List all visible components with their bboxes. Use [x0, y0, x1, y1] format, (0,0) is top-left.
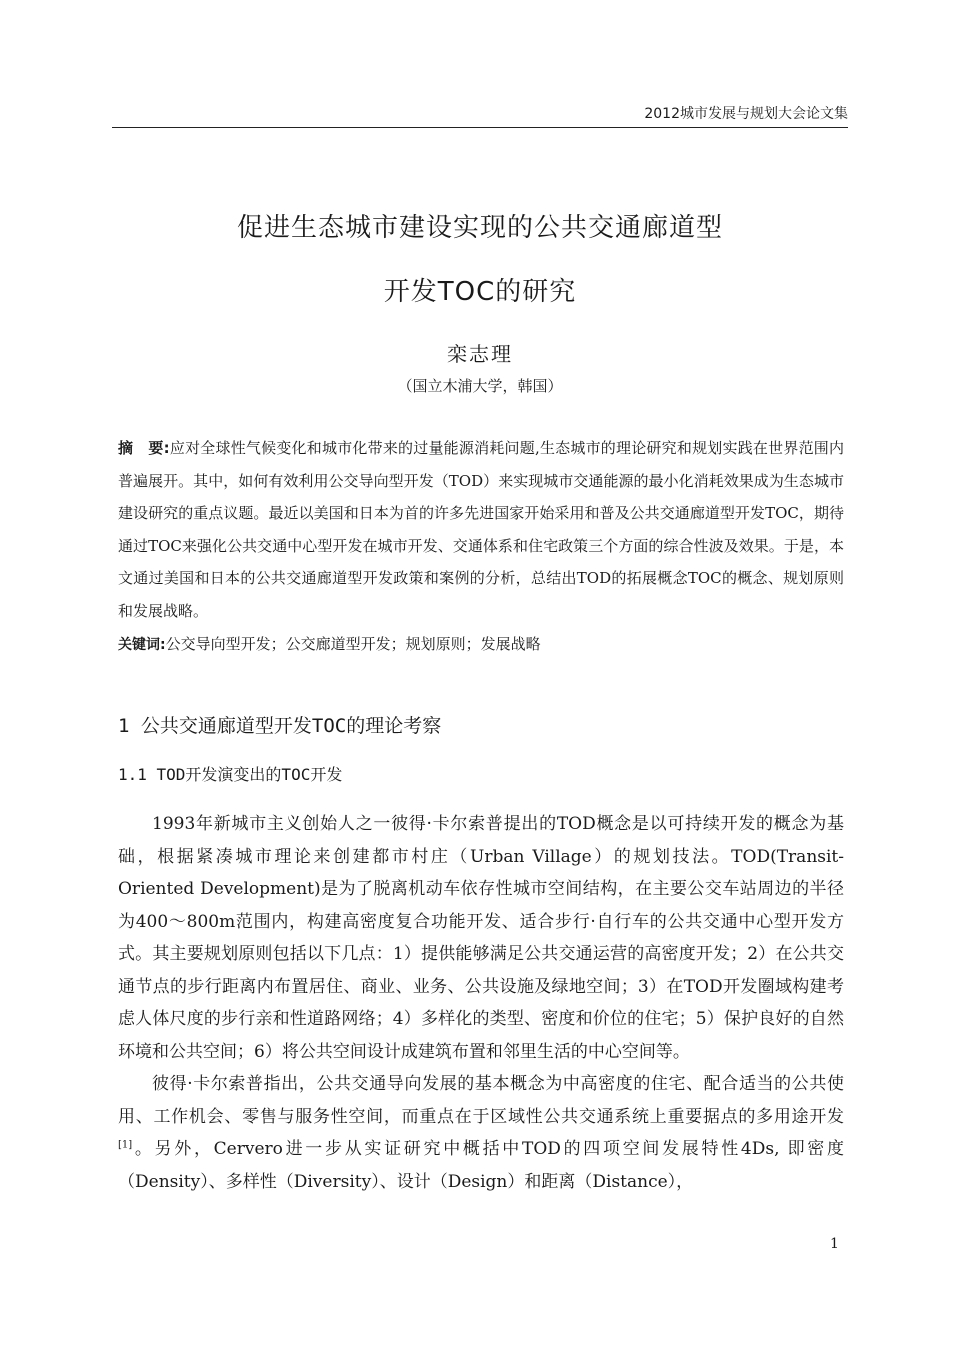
paper-title-line-2: 开发TOC的研究: [383, 277, 577, 307]
citation-ref-1[interactable]: [1]: [118, 1139, 133, 1151]
running-header: 2012城市发展与规划大会论文集: [644, 106, 848, 122]
keywords-label: 关键词:: [118, 637, 166, 653]
section-heading-1: 1 公共交通廊道型开发TOC的理论考察: [118, 715, 442, 737]
abstract: [118, 432, 844, 627]
keywords-text: 公交导向型开发；公交廊道型开发；规划原则；发展战略: [165, 635, 541, 653]
paragraph-2-text-a: 彼得·卡尔索普指出，公共交通导向发展的基本概念为中高密度的住宅、配合适当的公共使用、工作机会、零售与服务性空间，而重点在于区域性公共交通系统上重要据点的多用途开发: [118, 1074, 844, 1127]
keywords: [118, 630, 844, 659]
author-name: 栾志理: [447, 342, 513, 366]
paper-title-line-1: 促进生态城市建设实现的公共交通廊道型: [236, 213, 723, 243]
author-affiliation: （国立木浦大学，韩国）: [397, 377, 563, 395]
abstract-text: 应对全球性气候变化和城市化带来的过量能源消耗问题,生态城市的理论研究和规划实践在世界范围内普遍展开。其中，如何有效利用公交导向型开发（TOD）来实现城市交通能源的最小化消耗效果成为生态城市建设研究的重点议题。最近以美国和日本为首的许多先进国家开始采用和普及公共交通廊道型开发TOC，期待通过TOC来强化公共交通中心型开发在城市开发、交通体系和住宅政策三个方面的综合性波及效果。于是，本文通过美国和日本的公共交通廊道型开发政策和案例的分析，总结出TOD的拓展概念TOC的概念、规划原则和发展战略。: [118, 439, 844, 620]
subsection-heading-1-1: 1.1 TOD开发演变出的TOC开发: [118, 765, 343, 784]
body-paragraph-1: 1993年新城市主义创始人之一彼得·卡尔索普提出的TOD概念是以可持续开发的概念为基础，根据紧凑城市理论来创建都市村庄（Urban Village）的规划技法。TOD(Transit-Oriented Development)是为了脱离机动车依存性城市空间结构，在主要公交车站周边的半径为400～800m范围内，构建高密度复合功能开发、适合步行·自行车的公共交通中心型开发方式。其主要规划原则包括以下几点：1）提供能够满足公共交通运营的高密度开发；2）在公共交通节点的步行距离内布置居住、商业、业务、公共设施及绿地空间；3）在TOD开发圈域构建考虑人体尺度的步行亲和性道路网络；4）多样化的类型、密度和价位的住宅；5）保护良好的自然环境和公共空间；6）将公共空间设计成建筑布置和邻里生活的中心空间等。: [118, 814, 844, 1062]
body-text: [118, 808, 844, 1198]
header-divider: [112, 127, 848, 128]
paragraph-2-text-b: 。另外，Cervero进一步从实证研究中概括中TOD的四项空间发展特性4Ds, 即密度（Density）、多样性（Diversity）、设计（Design）和距离（Distance），: [118, 1139, 844, 1192]
body-paragraph-2: [118, 1068, 844, 1198]
page-number: 1: [830, 1236, 839, 1252]
abstract-label: 摘 要:: [118, 439, 170, 457]
